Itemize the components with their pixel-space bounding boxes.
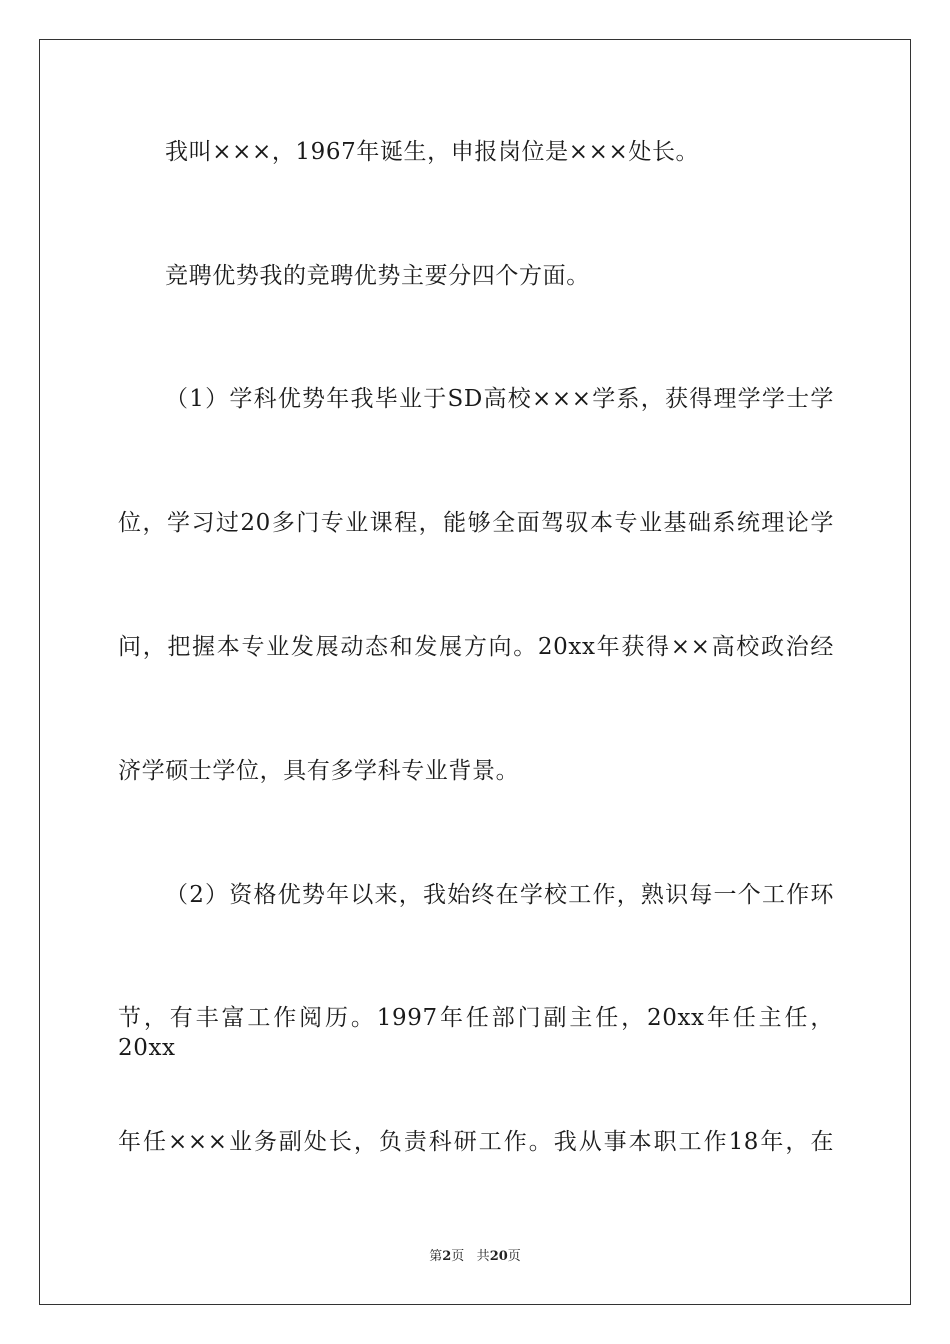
page-prefix: 第 (429, 1249, 443, 1264)
paragraph-line: 年任×××业务副处长，负责科研工作。我从事本职工作18年，在 (118, 1129, 834, 1155)
paragraph-line: 济学硕士学位，具有多学科专业背景。 (118, 758, 520, 784)
page-footer (0, 1248, 950, 1266)
paragraph-line: 节，有丰富工作阅历。1997年任部门副主任，20xx年任主任，20xx (118, 1005, 834, 1061)
paragraph-line: 我叫×××，1967年诞生，申报岗位是×××处长。 (165, 139, 700, 165)
paragraph-line: 竞聘优势我的竞聘优势主要分四个方面。 (165, 263, 590, 289)
paragraph-line: 位，学习过20多门专业课程，能够全面驾驭本专业基础系统理论学 (118, 510, 834, 536)
total-prefix: 共 (476, 1249, 490, 1264)
total-suffix: 页 (507, 1249, 521, 1264)
paragraph-line: （1）学科优势年我毕业于SD高校×××学系，获得理学学士学 (165, 386, 834, 412)
page-number: 2 (442, 1249, 452, 1264)
paragraph-line: （2）资格优势年以来，我始终在学校工作，熟识每一个工作环 (165, 882, 834, 908)
paragraph-line: 问，把握本专业发展动态和发展方向。20xx年获得××高校政治经 (118, 634, 834, 660)
total-pages: 20 (489, 1249, 508, 1264)
page-frame (39, 39, 911, 1305)
page-suffix: 页 (451, 1249, 465, 1264)
